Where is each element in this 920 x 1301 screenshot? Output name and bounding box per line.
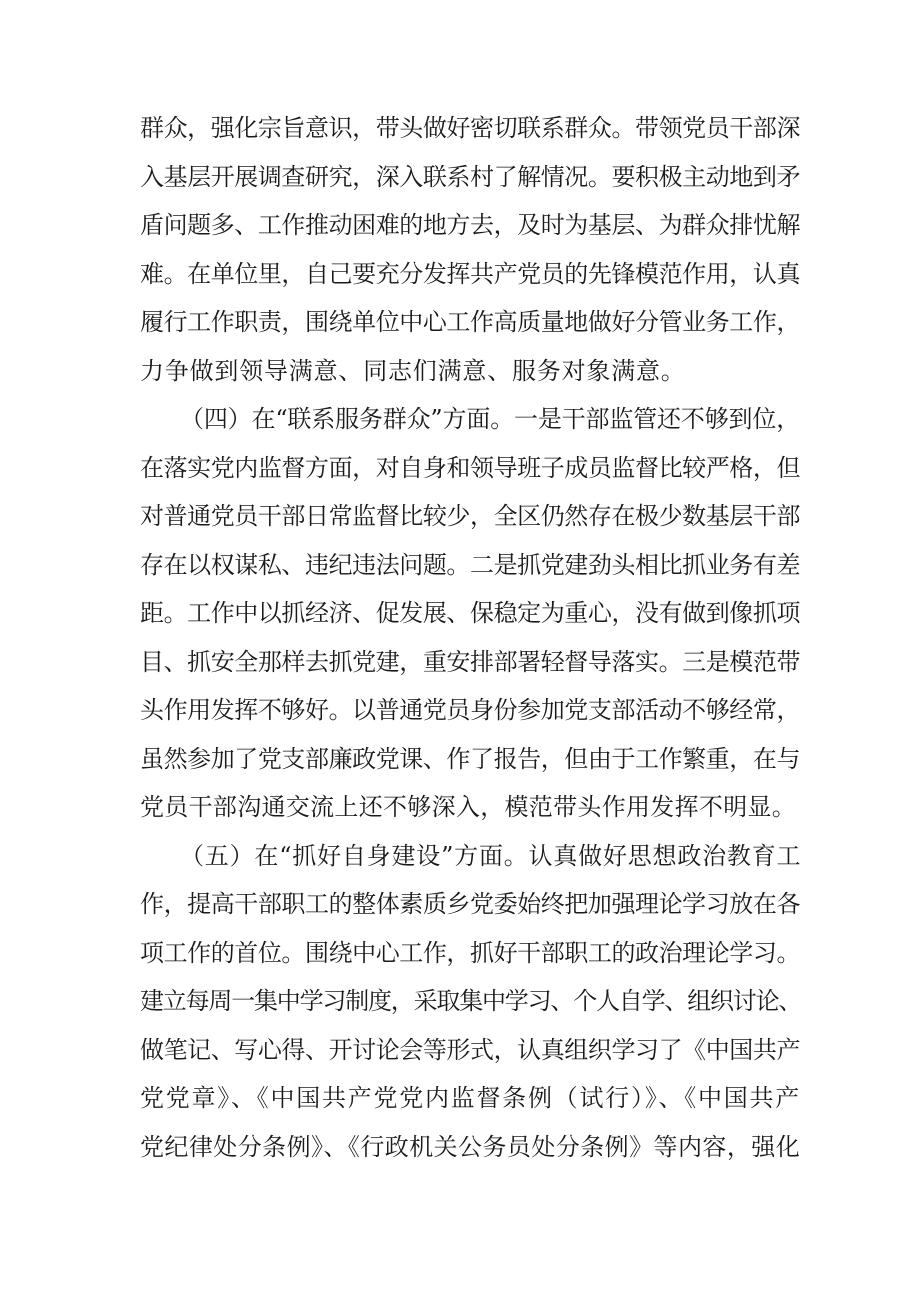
text-line: 党纪律处分条例》、《行政机关公务员处分条例》等内容，强化 [140,1132,800,1161]
text-line: 虽然参加了党支部廉政党课、作了报告，但由于工作繁重，在与 [140,744,800,773]
text-line: （五）在“抓好自身建设”方面。认真做好思想政治教育工 [180,841,802,870]
text-line: 在落实党内监督方面，对自身和领导班子成员监督比较严格，但 [140,453,800,482]
text-line: 难。在单位里，自己要充分发挥共产党员的先锋模范作用，认真 [140,259,800,288]
paragraph-mass-contact [140,104,800,395]
text-line: 群众，强化宗旨意识，带头做好密切联系群众。带领党员干部深 [140,114,800,142]
paragraph-section-four [140,395,800,832]
text-line: 项工作的首位。围绕中心工作，抓好干部职工的政治理论学习。 [140,938,800,967]
text-line: 党员干部沟通交流上还不够深入，模范带头作用发挥不明显。 [140,793,797,821]
text-line: 履行工作职责，围绕单位中心工作高质量地做好分管业务工作， [140,308,800,336]
text-line: 建立每周一集中学习制度，采取集中学习、个人自学、组织讨论、 [140,987,802,1015]
text-line: 力争做到领导满意、同志们满意、服务对象满意。 [140,356,686,385]
text-line: 作，提高干部职工的整体素质乡党委始终把加强理论学习放在各 [140,890,800,918]
text-line: 存在以权谋私、违纪违法问题。二是抓党建劲头相比抓业务有差 [140,550,800,579]
text-line: 距。工作中以抓经济、促发展、保稳定为重心，没有做到像抓项 [140,599,800,627]
paragraph-section-five [140,832,800,1172]
text-line: 盾问题多、工作推动困难的地方去，及时为基层、为群众排忧解 [140,211,800,239]
text-line: 入基层开展调查研究，深入联系村了解情况。要积极主动地到矛 [140,162,800,191]
text-line: 党党章》、《中国共产党党内监督条例（试行）》、《中国共产 [140,1084,800,1112]
text-line: 头作用发挥不够好。以普通党员身份参加党支部活动不够经常， [140,696,800,724]
document-page [140,104,800,1171]
text-line: 对普通党员干部日常监督比较少，全区仍然存在极少数基层干部 [140,502,800,530]
text-line: 目、抓安全那样去抓党建，重安排部署轻督导落实。三是模范带 [140,647,800,676]
text-line: （四）在“联系服务群众”方面。一是干部监管还不够到位， [180,405,800,433]
text-line: 做笔记、写心得、开讨论会等形式，认真组织学习了《中国共产 [140,1035,800,1064]
